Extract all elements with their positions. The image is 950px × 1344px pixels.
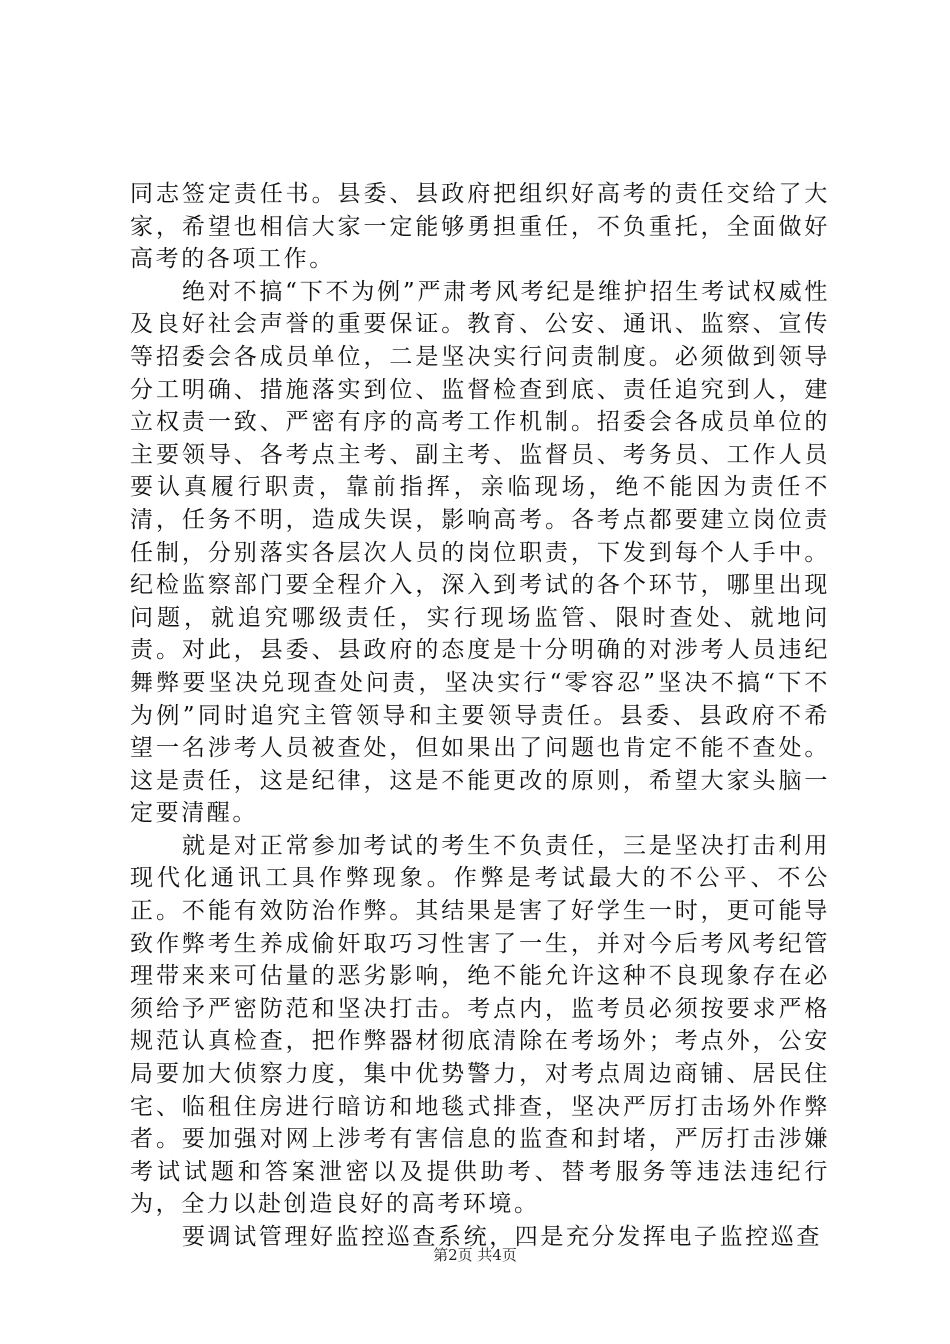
paragraph-1: 同志签定责任书。县委、县政府把组织好高考的责任交给了大家，希望也相信大家一定能够勇担重任，不负重托，全面做好高考的各项工作。 [130,181,830,273]
body-text [130,178,830,1254]
page-footer: 第2页 共4页 [433,1246,517,1264]
paragraph-2: 绝对不搞“下不为例”严肃考风考纪是维护招生考试权威性及良好社会声誉的重要保证。教育、公安、通讯、监察、宣传等招委会各成员单位，二是坚决实行问责制度。必须做到领导分工明确、措施落实到位、监督检查到底、责任追究到人，建立权责一致、严密有序的高考工作机制。招委会各成员单位的主要领导、各考点主考、副主考、监督员、考务员、工作人员要认真履行职责，靠前指挥，亲临现场，绝不能因为责任不清，任务不明，造成失误，影响高考。各考点都要建立岗位责任制，分别落实各层次人员的岗位职责，下发到每个人手中。纪检监察部门要全程介入，深入到考试的各个环节，哪里出现问题，就追究哪级责任，实行现场监管、限时查处、就地问责。对此，县委、县政府的态度是十分明确的对涉考人员违纪舞弊要坚决兑现查处问责，坚决实行“零容忍”坚决不搞“下不为例”同时追究主管领导和主要领导责任。县委、县政府不希望一名涉考人员被查处，但如果出了问题也肯定不能不查处。这是责任，这是纪律，这是不能更改的原则，希望大家头脑一定要清醒。 [130,278,830,827]
paragraph-3: 就是对正常参加考试的考生不负责任，三是坚决打击利用现代化通讯工具作弊现象。作弊是考试最大的不公平、不公正。不能有效防治作弊。其结果是害了好学生一时，更可能导致作弊考生养成偷奸取巧习性害了一生，并对今后考风考纪管理带来来可估量的恶劣影响，绝不能允许这种不良现象存在必须给予严密防范和坚决打击。考点内，监考员必须按要求严格规范认真检查，把作弊器材彻底清除在考场外；考点外，公安局要加大侦察力度，集中优势警力，对考点周边商铺、居民住宅、临租住房进行暗访和地毯式排查，坚决严厉打击场外作弊者。要加强对网上涉考有害信息的监查和封堵，严厉打击涉嫌考试试题和答案泄密以及提供助考、替考服务等违法违纪行为，全力以赴创造良好的高考环境。 [130,832,830,1218]
paragraph-4: 要调试管理好监控巡查系统，四是充分发挥电子监控巡查 [182,1224,822,1250]
